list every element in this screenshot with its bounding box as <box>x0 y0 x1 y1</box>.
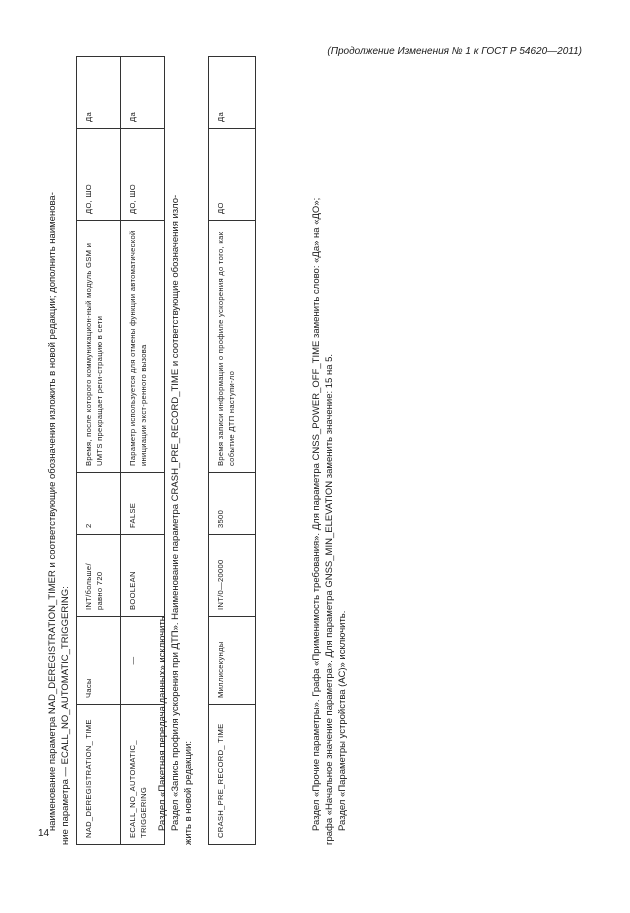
param-unit: Часы <box>77 617 121 705</box>
param-default: FALSE <box>121 473 165 535</box>
param-type: BOOLEAN <box>121 535 165 617</box>
intro-line-2: ние параметра — ECALL_NO_AUTOMATIC_TRIGGERING: <box>60 586 71 845</box>
end-para-2: графа «Начальное значение параметра». Для параметра GNSS_MIN_ELEVATION заменить значение: 15 на 5. <box>324 353 335 845</box>
param-description: Время, после которого коммуникацион-ный модуль GSM и UMTS прекращает реги-страцию в сети <box>77 221 121 473</box>
param-applicability: ДО, ШО <box>77 129 121 221</box>
mid-para-2: Раздел «Запись профиля ускорения при ДТП». Наименование параметра CRASH_PRE_RECORD_TIME и соответствующие обозначения изло- <box>170 194 181 831</box>
end-para-1: Раздел «Прочие параметры». Графа «Применимость требования». Для параметра CNSS_POWER_OFF_TIME заменить слово: «Да» на «ДО»; <box>311 197 322 831</box>
page-header: (Продолжение Изменения № 1 к ГОСТ Р 54620—2011) <box>327 46 582 57</box>
parameters-table-2 <box>208 56 256 845</box>
param-required: Да <box>77 57 121 129</box>
param-default: 2 <box>77 473 121 535</box>
param-applicability: ДО, ШО <box>121 129 165 221</box>
param-type: INT/0—20000 <box>209 535 256 617</box>
param-type: INT/больше/ равно 720 <box>77 535 121 617</box>
param-required: Да <box>121 57 165 129</box>
mid-para-3: жить в новой редакции: <box>183 740 194 845</box>
param-description: Параметр используется для отмены функции автоматической инициации экст-ренного вызова <box>121 221 165 473</box>
intro-line-1: наименование параметра NAD_DEREGISTRATION_TIMER и соответствующие обозначения изложить в новой редакции; дополнить наименова- <box>47 192 58 831</box>
table-row <box>209 57 256 845</box>
intro-paragraph <box>46 55 72 845</box>
rotated-content <box>46 55 606 845</box>
param-name: NAD_DEREGISTRATION_ TIME <box>77 705 121 845</box>
parameters-table-1 <box>76 56 165 845</box>
middle-paragraphs <box>156 55 195 845</box>
param-required: Да <box>209 57 256 129</box>
param-applicability: ДО <box>209 129 256 221</box>
page-number: 14 <box>38 828 50 839</box>
table-row <box>77 57 121 845</box>
param-unit: — <box>121 617 165 705</box>
closing-paragraphs <box>310 55 349 845</box>
param-name: ECALL_NO_AUTOMATIC_ TRIGGERING <box>121 705 165 845</box>
param-name: CRASH_PRE_RECORD_ TIME <box>209 705 256 845</box>
param-default: 3500 <box>209 473 256 535</box>
end-para-3: Раздел «Параметры устройства (АС)» исключить. <box>337 610 348 831</box>
mid-para-1: Раздел «Пакетная передача данных» исключить. <box>157 613 168 831</box>
param-unit: Миллисекунды <box>209 617 256 705</box>
param-description: Время записи информации о профиле ускорения до того, как событие ДТП наступи-ло <box>209 221 256 473</box>
